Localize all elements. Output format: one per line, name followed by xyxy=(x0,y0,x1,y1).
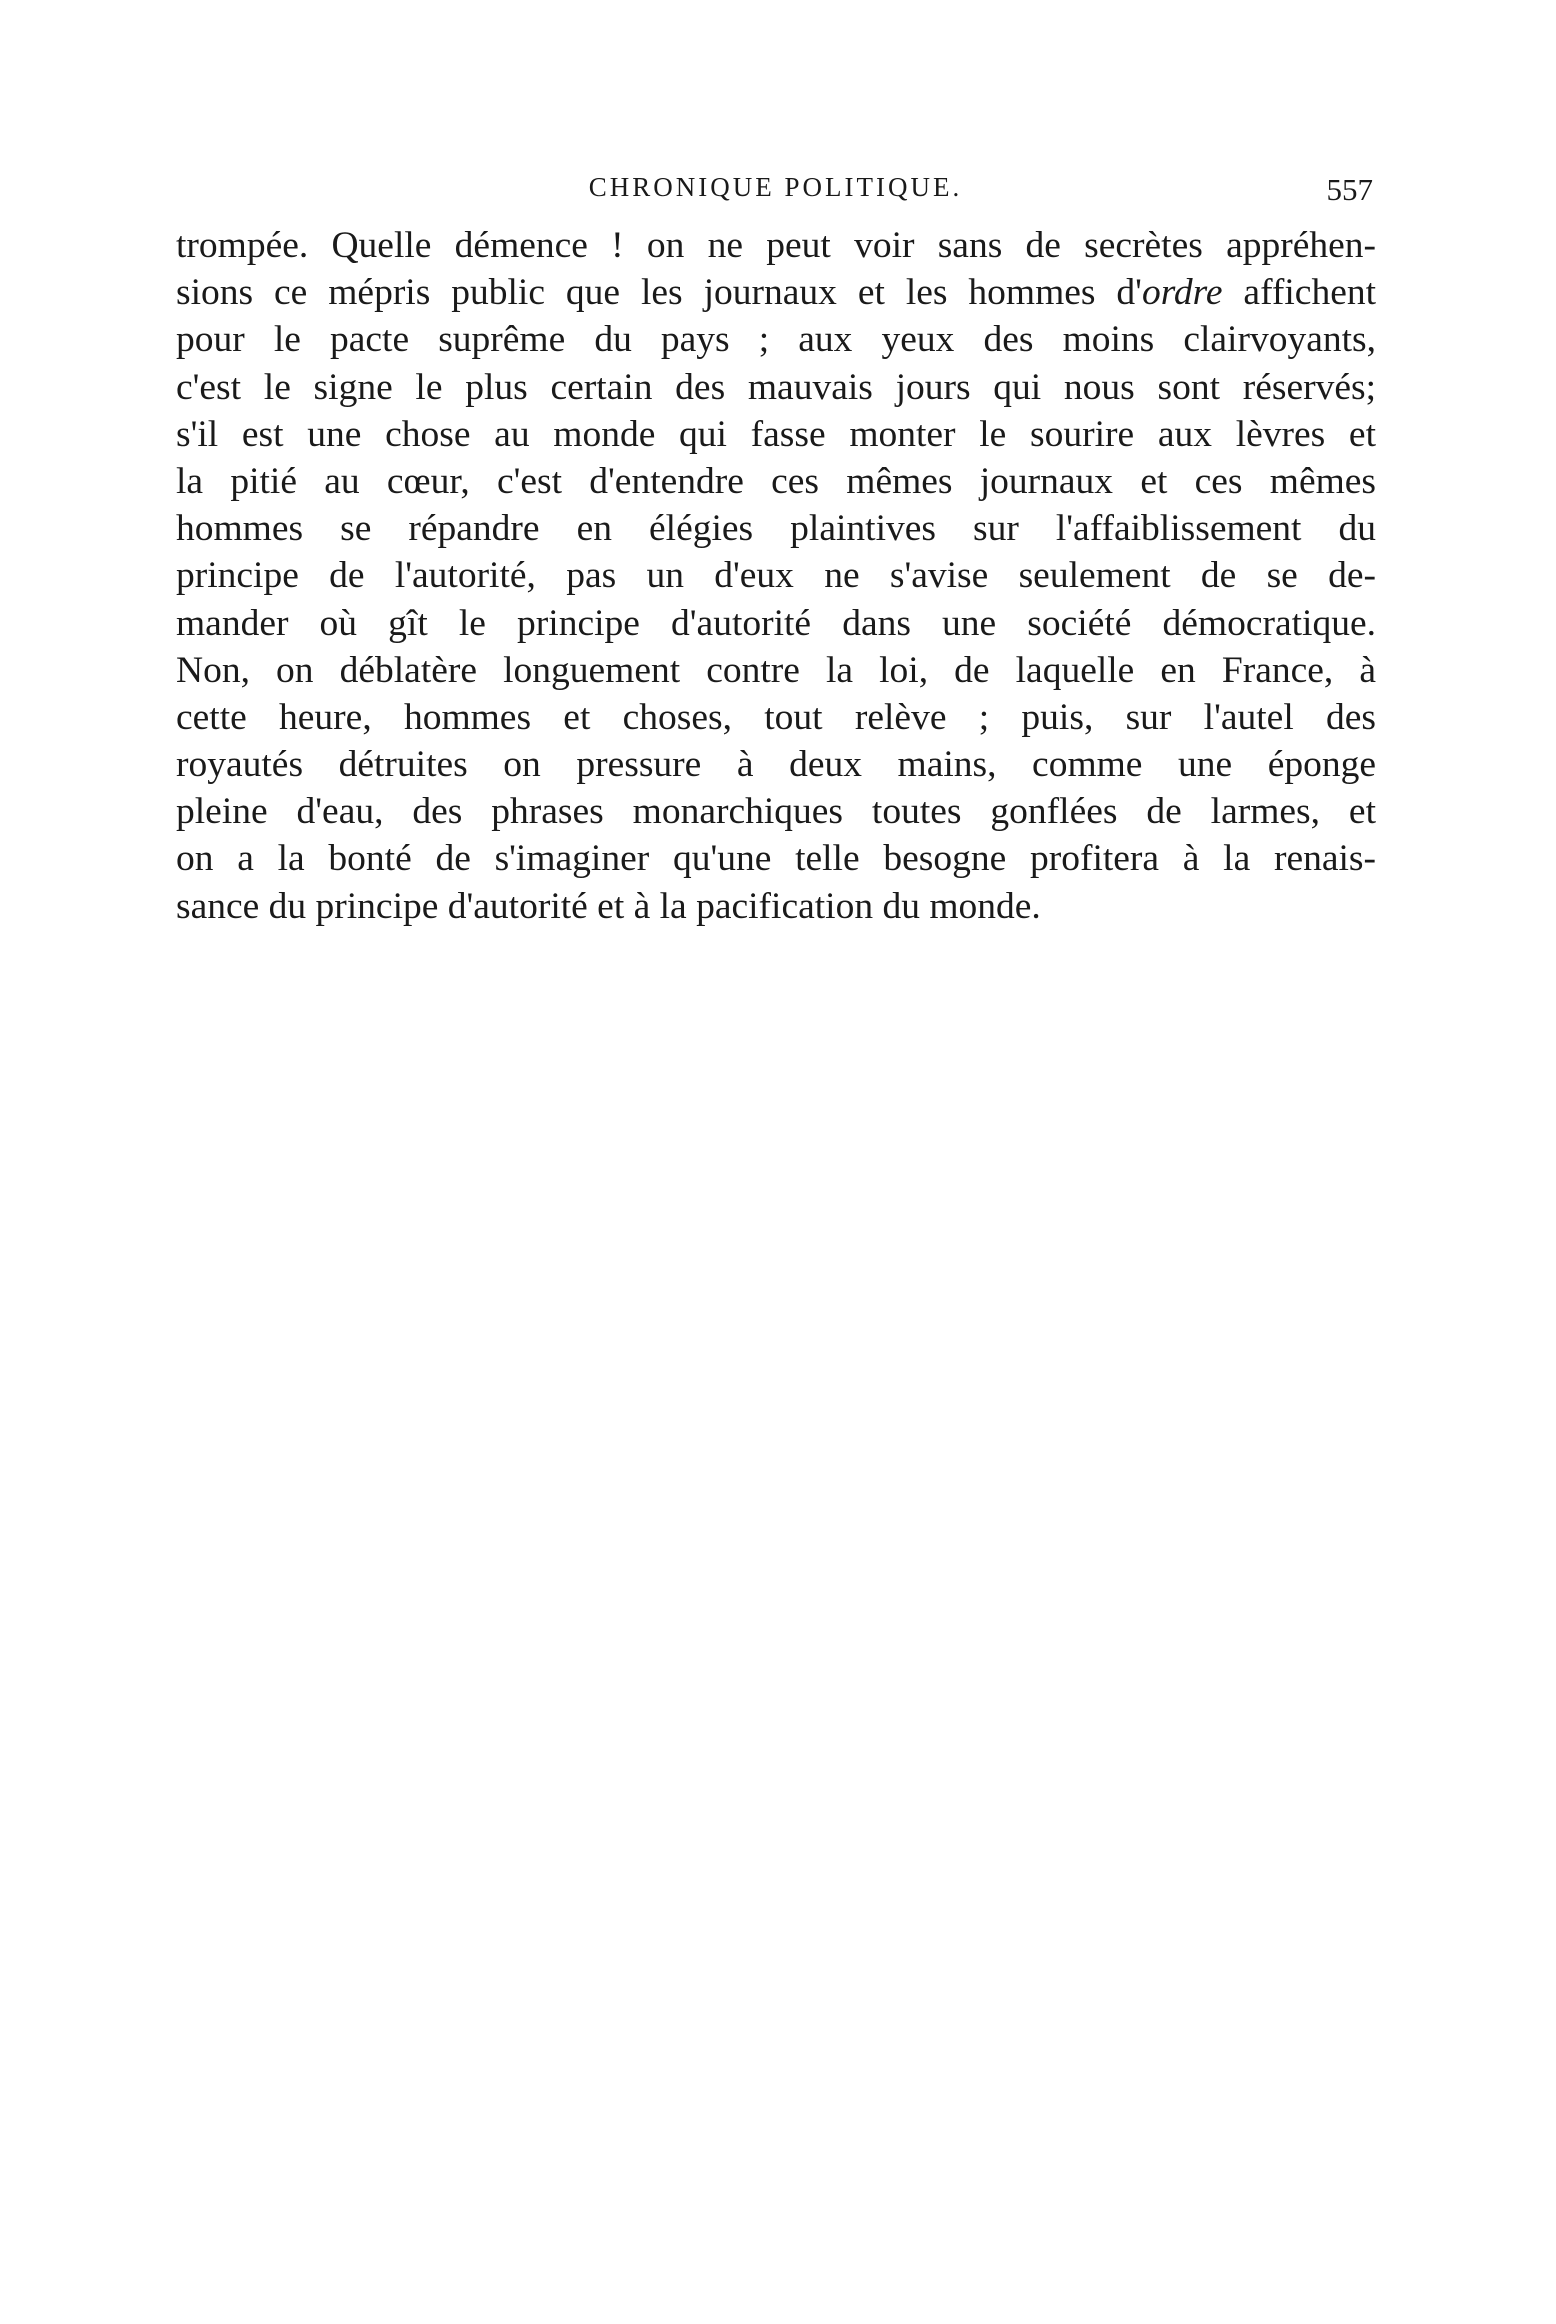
text-line: principe de l'autorité, pas un d'eux ne s'avise seulement de se de- xyxy=(176,555,1376,597)
text-line: la pitié au cœur, c'est d'entendre ces mêmes journaux et ces mêmes xyxy=(176,460,1376,502)
text-segment: affichent xyxy=(1222,272,1377,314)
text-line: royautés détruites on pressure à deux mains, comme une éponge xyxy=(176,744,1376,786)
text-line: on a la bonté de s'imaginer qu'une telle besogne profitera à la renais- xyxy=(176,838,1376,880)
text-line: hommes se répandre en élégies plaintives sur l'affaiblissement du xyxy=(176,508,1376,550)
text-line: s'il est une chose au monde qui fasse monter le sourire aux lèvres et xyxy=(176,413,1376,455)
text-line: pleine d'eau, des phrases monarchiques toutes gonflées de larmes, et xyxy=(176,791,1376,833)
italic-word: ordre xyxy=(1141,272,1223,314)
text-line: cette heure, hommes et choses, tout relève ; puis, sur l'autel des xyxy=(176,696,1376,738)
text-line: c'est le signe le plus certain des mauvais jours qui nous sont réservés; xyxy=(176,366,1376,408)
page-number: 557 xyxy=(1326,172,1373,207)
text-line: mander où gît le principe d'autorité dans une société démocratique. xyxy=(176,602,1376,644)
text-line xyxy=(176,269,1376,316)
text-line: trompée. Quelle démence ! on ne peut voir sans de secrètes appréhen- xyxy=(176,225,1376,266)
running-head xyxy=(178,172,1373,212)
text-line-last: sance du principe d'autorité et à la pacification du monde. xyxy=(176,885,1041,927)
body-paragraph xyxy=(176,222,1376,930)
running-title: CHRONIQUE POLITIQUE. xyxy=(588,172,963,202)
text-line: pour le pacte suprême du pays ; aux yeux des moins clairvoyants, xyxy=(176,319,1376,361)
text-line: Non, on déblatère longuement contre la loi, de laquelle en France, à xyxy=(176,649,1376,691)
text-segment: sions ce mépris public que les journaux et les hommes d' xyxy=(176,272,1142,314)
